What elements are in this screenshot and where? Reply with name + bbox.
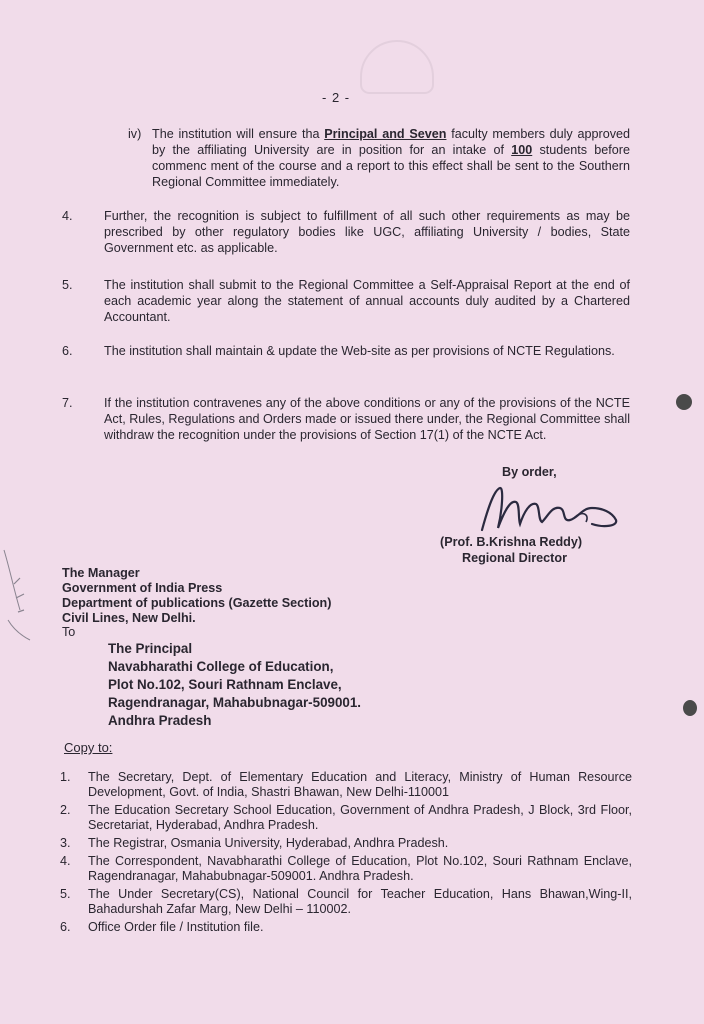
to-label: To (62, 625, 76, 639)
clause-number: 6. (62, 344, 73, 358)
clause-number: 4. (62, 209, 73, 223)
clause-text: If the institution contravenes any of the above conditions or any of the provisions of the NCTE Act, Rules, Regulations and Orders made or issued there under, the Regional Committee shall withdraw the recognition under the provisions of Section 17(1) of the NCTE Act. (104, 396, 630, 442)
clause-number: iv) (128, 127, 142, 141)
clause-number: 7. (62, 396, 73, 410)
clause-iv-intake: 100 (511, 143, 533, 157)
page-number: - 2 - (322, 90, 351, 105)
list-item: 6. Office Order file / Institution file. (60, 920, 264, 934)
clause-text: The institution shall maintain & update the Web-site as per provisions of NCTE Regulations. (104, 344, 615, 358)
signatory-name: (Prof. B.Krishna Reddy) (440, 535, 583, 549)
clause-iv-bold: Principal and Seven (324, 127, 447, 141)
signatory-designation: Regional Director (462, 551, 567, 565)
bleed-through-letterhead (360, 40, 434, 94)
principal-address: The Principal Navabharathi College of Education, Plot No.102, Souri Rathnam Enclave, Ragendranagar, Mahabubnagar-509001. Andhra Pradesh (108, 641, 362, 728)
list-item: 1. The Secretary, Dept. of Elementary Education and Literacy, Ministry of Human Resource Development, Govt. of India, Shastri Bhawan, New Delhi-110001 (60, 770, 632, 799)
copy-to-list (60, 770, 632, 938)
clause-text: Further, the recognition is subject to fulfillment of all such other requirements as may be prescribed by other regulatory bodies like UGC, affiliating University / bodies, State Government etc. as applicable. (104, 209, 630, 255)
list-item: 4. The Correspondent, Navabharathi College of Education, Plot No.102, Souri Rathnam Enclave, Ragendranagar, Mahabubnagar-509001. Andhra Pradesh. (60, 854, 632, 883)
list-item: 2. The Education Secretary School Education, Government of Andhra Pradesh, J Block, 3rd Floor, Secretariat, Hyderabad, Andhra Pradesh. (60, 803, 632, 832)
copy-to-heading: Copy to: (64, 740, 113, 755)
press-address: The Manager Government of India Press Department of publications (Gazette Section) Civil Lines, New Delhi. (62, 566, 332, 625)
handwritten-signature (474, 478, 624, 540)
by-order-label: By order, (502, 465, 557, 479)
list-item: 3. The Registrar, Osmania University, Hyderabad, Andhra Pradesh. (60, 836, 449, 850)
clause-number: 5. (62, 278, 73, 292)
clause-iv-text: The institution will ensure tha Principal and Seven faculty members duly approved by the affiliating University are in position for an intake of 100 students before commenc ment of the course and a report to this effect shall be sent to the Southern Regional Committee immediately. (152, 127, 631, 189)
clause-text: The institution shall submit to the Regional Committee a Self-Appraisal Report at the end of each academic year along the statement of annual accounts duly audited by a Chartered Accountant. (104, 278, 630, 324)
margin-pen-marks (0, 540, 34, 650)
punch-hole (676, 394, 692, 410)
list-item: 5. The Under Secretary(CS), National Council for Teacher Education, Hans Bhawan,Wing-II, Bahadurshah Zafar Marg, New Delhi – 110002. (60, 887, 632, 916)
punch-hole (683, 700, 697, 716)
